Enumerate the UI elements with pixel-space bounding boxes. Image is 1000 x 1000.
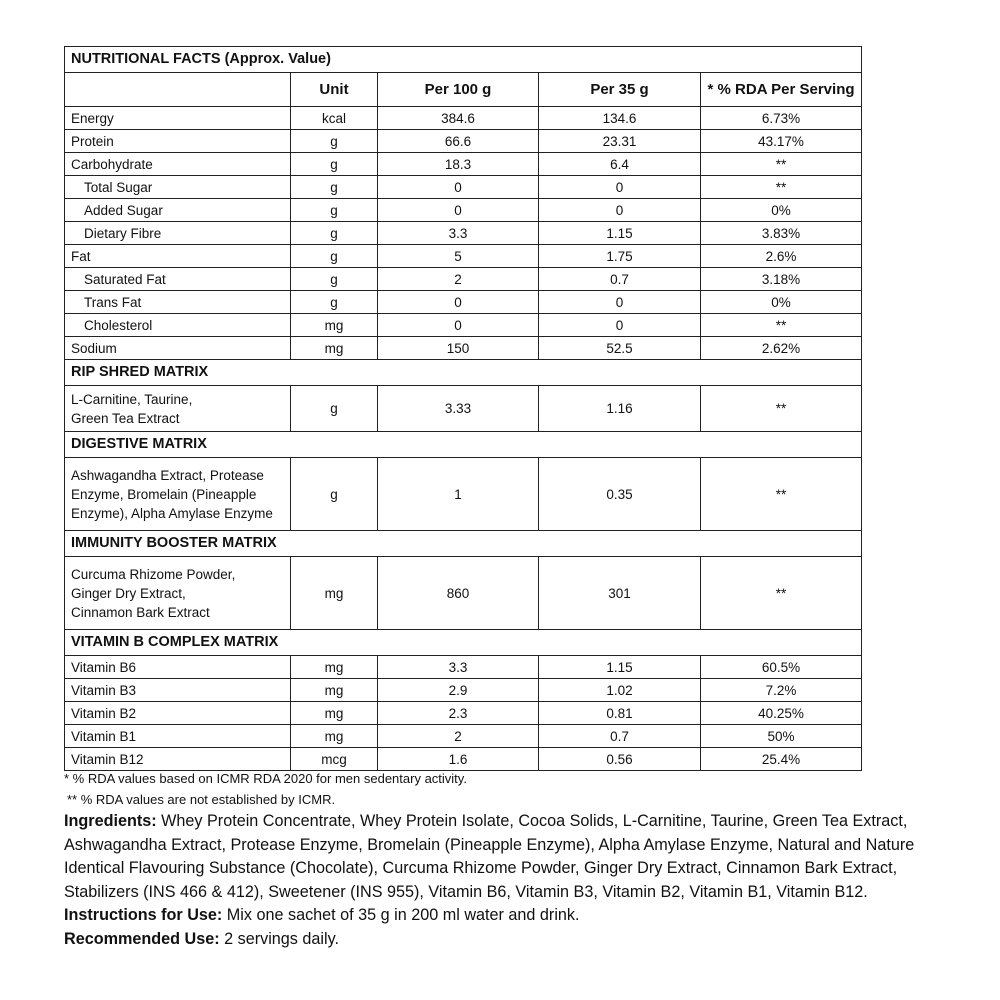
matrix-ingredients	[65, 386, 291, 432]
ingredients-text: Whey Protein Concentrate, Whey Protein Isolate, Cocoa Solids, L-Carnitine, Taurine, Green Tea Extract, Ashwagandha Extract, Protease Enzyme, Bromelain (Pineapple Enzyme), Alpha Amylase Enzyme, Natural and Nature Identical Flavouring Substance (Chocolate), Curcuma Rhizome Powder, Ginger Dry Extract, Cinnamon Bark Extract, Stabilizers (INS 466 & 412), Sweetener (INS 955), Vitamin B6, Vitamin B3, Vitamin B2, Vitamin B1, Vitamin B12.	[64, 812, 915, 901]
nutrient-per100: 2	[378, 268, 539, 291]
nutrient-per35: 0	[539, 291, 701, 314]
table-row	[65, 153, 862, 176]
instructions-text: Mix one sachet of 35 g in 200 ml water and drink.	[222, 906, 580, 924]
matrix-rda: **	[701, 458, 862, 531]
nutrient-per35: 1.15	[539, 222, 701, 245]
vitamin-name: Vitamin B12	[65, 748, 291, 771]
vitamin-rda: 40.25%	[701, 702, 862, 725]
matrix-line: Enzyme, Bromelain (Pineapple	[71, 486, 257, 502]
section-title-digestive: DIGESTIVE MATRIX	[65, 432, 862, 458]
vitamin-unit: mcg	[291, 748, 378, 771]
vitamin-rda: 60.5%	[701, 656, 862, 679]
instructions-paragraph	[64, 904, 964, 928]
nutrient-name: Protein	[65, 130, 291, 153]
nutrient-per35: 0	[539, 176, 701, 199]
matrix-line: Enzyme), Alpha Amylase Enzyme	[71, 505, 273, 521]
nutrient-per100: 0	[378, 176, 539, 199]
matrix-per100: 860	[378, 557, 539, 630]
section-row	[65, 432, 862, 458]
matrix-unit: g	[291, 458, 378, 531]
table-row	[65, 725, 862, 748]
table-row	[65, 702, 862, 725]
table-row	[65, 337, 862, 360]
header-blank	[65, 73, 291, 107]
vitamin-rda: 50%	[701, 725, 862, 748]
nutrient-unit: g	[291, 268, 378, 291]
vitamin-per100: 2.9	[378, 679, 539, 702]
header-per-100g: Per 100 g	[378, 73, 539, 107]
matrix-unit: g	[291, 386, 378, 432]
vitamin-per35: 0.81	[539, 702, 701, 725]
recommended-paragraph	[64, 928, 964, 952]
nutrient-unit: g	[291, 176, 378, 199]
nutrient-name: Carbohydrate	[65, 153, 291, 176]
table-row	[65, 458, 862, 531]
nutrient-name: Cholesterol	[65, 314, 291, 337]
nutrient-rda: **	[701, 176, 862, 199]
table-row	[65, 656, 862, 679]
section-title-immunity: IMMUNITY BOOSTER MATRIX	[65, 531, 862, 557]
matrix-rda: **	[701, 557, 862, 630]
nutrient-unit: g	[291, 291, 378, 314]
recommended-text: 2 servings daily.	[219, 929, 339, 948]
matrix-line: Green Tea Extract	[71, 410, 180, 426]
nutrient-per100: 66.6	[378, 130, 539, 153]
table-title: NUTRITIONAL FACTS (Approx. Value)	[65, 47, 862, 73]
nutrient-unit: mg	[291, 337, 378, 360]
section-title-vitamin-b: VITAMIN B COMPLEX MATRIX	[65, 630, 862, 656]
table-row	[65, 222, 862, 245]
vitamin-name: Vitamin B6	[65, 656, 291, 679]
ingredients-label: Ingredients:	[64, 812, 157, 830]
nutrient-per35: 134.6	[539, 107, 701, 130]
table-row	[65, 176, 862, 199]
nutrient-per35: 6.4	[539, 153, 701, 176]
nutrient-unit: mg	[291, 314, 378, 337]
footnotes	[64, 768, 467, 810]
nutrient-per35: 0	[539, 199, 701, 222]
nutrient-per35: 52.5	[539, 337, 701, 360]
vitamin-unit: mg	[291, 656, 378, 679]
table-row	[65, 130, 862, 153]
nutrient-per100: 0	[378, 314, 539, 337]
matrix-line: Ashwagandha Extract, Protease	[71, 467, 264, 483]
vitamin-name: Vitamin B2	[65, 702, 291, 725]
nutrient-per100: 0	[378, 291, 539, 314]
table-title-row	[65, 47, 862, 73]
vitamin-per35: 0.7	[539, 725, 701, 748]
header-rda: * % RDA Per Serving	[701, 73, 862, 107]
nutrient-rda: **	[701, 314, 862, 337]
table-row	[65, 386, 862, 432]
nutrient-per35: 0	[539, 314, 701, 337]
matrix-line: Cinnamon Bark Extract	[71, 604, 210, 620]
ingredients-paragraph	[64, 810, 964, 904]
nutrient-rda: 0%	[701, 199, 862, 222]
nutrient-per100: 18.3	[378, 153, 539, 176]
vitamin-name: Vitamin B3	[65, 679, 291, 702]
table-row	[65, 107, 862, 130]
nutrient-per35: 23.31	[539, 130, 701, 153]
table-row	[65, 291, 862, 314]
vitamin-per100: 1.6	[378, 748, 539, 771]
nutrient-unit: g	[291, 153, 378, 176]
matrix-per100: 1	[378, 458, 539, 531]
nutrient-rda: 2.6%	[701, 245, 862, 268]
matrix-per35: 0.35	[539, 458, 701, 531]
nutrient-rda: **	[701, 153, 862, 176]
table-row	[65, 199, 862, 222]
product-info	[64, 810, 964, 951]
nutrition-table	[64, 46, 862, 771]
vitamin-per100: 2.3	[378, 702, 539, 725]
vitamin-per100: 3.3	[378, 656, 539, 679]
footnote-rda-not-established: ** % RDA values are not established by ICMR.	[67, 792, 336, 807]
nutrient-rda: 3.18%	[701, 268, 862, 291]
nutrient-per100: 384.6	[378, 107, 539, 130]
section-row	[65, 531, 862, 557]
instructions-label: Instructions for Use:	[64, 906, 223, 924]
recommended-label: Recommended Use:	[64, 929, 220, 948]
nutrient-unit: g	[291, 199, 378, 222]
vitamin-rda: 7.2%	[701, 679, 862, 702]
matrix-ingredients	[65, 458, 291, 531]
nutrient-per100: 3.3	[378, 222, 539, 245]
nutrient-unit: kcal	[291, 107, 378, 130]
nutrient-name: Added Sugar	[65, 199, 291, 222]
matrix-per35: 301	[539, 557, 701, 630]
table-row	[65, 314, 862, 337]
matrix-line: L-Carnitine, Taurine,	[71, 391, 193, 407]
table-row	[65, 557, 862, 630]
nutrient-name: Trans Fat	[65, 291, 291, 314]
nutrient-name: Energy	[65, 107, 291, 130]
nutrient-per35: 1.75	[539, 245, 701, 268]
nutrient-unit: g	[291, 245, 378, 268]
nutrient-rda: 6.73%	[701, 107, 862, 130]
nutrient-rda: 3.83%	[701, 222, 862, 245]
vitamin-unit: mg	[291, 725, 378, 748]
matrix-ingredients	[65, 557, 291, 630]
nutrient-unit: g	[291, 222, 378, 245]
nutrient-name: Sodium	[65, 337, 291, 360]
nutrient-rda: 2.62%	[701, 337, 862, 360]
section-row	[65, 360, 862, 386]
vitamin-rda: 25.4%	[701, 748, 862, 771]
section-row	[65, 630, 862, 656]
nutrient-name: Fat	[65, 245, 291, 268]
header-per-35g: Per 35 g	[539, 73, 701, 107]
vitamin-per35: 1.15	[539, 656, 701, 679]
section-title-rip-shred: RIP SHRED MATRIX	[65, 360, 862, 386]
vitamin-per100: 2	[378, 725, 539, 748]
nutrient-unit: g	[291, 130, 378, 153]
table-row	[65, 268, 862, 291]
vitamin-unit: mg	[291, 679, 378, 702]
header-row	[65, 73, 862, 107]
matrix-line: Curcuma Rhizome Powder,	[71, 566, 236, 582]
matrix-rda: **	[701, 386, 862, 432]
nutrient-per100: 5	[378, 245, 539, 268]
nutrient-name: Saturated Fat	[65, 268, 291, 291]
matrix-unit: mg	[291, 557, 378, 630]
nutrient-per100: 0	[378, 199, 539, 222]
matrix-per35: 1.16	[539, 386, 701, 432]
header-unit: Unit	[291, 73, 378, 107]
vitamin-per35: 0.56	[539, 748, 701, 771]
nutrient-per35: 0.7	[539, 268, 701, 291]
vitamin-name: Vitamin B1	[65, 725, 291, 748]
nutrient-name: Total Sugar	[65, 176, 291, 199]
matrix-line: Ginger Dry Extract,	[71, 585, 186, 601]
nutrient-name: Dietary Fibre	[65, 222, 291, 245]
footnote-rda-basis: * % RDA values based on ICMR RDA 2020 for men sedentary activity.	[64, 771, 467, 786]
nutrient-rda: 0%	[701, 291, 862, 314]
vitamin-unit: mg	[291, 702, 378, 725]
table-row	[65, 245, 862, 268]
vitamin-per35: 1.02	[539, 679, 701, 702]
table-row	[65, 679, 862, 702]
nutrient-rda: 43.17%	[701, 130, 862, 153]
matrix-per100: 3.33	[378, 386, 539, 432]
nutrient-per100: 150	[378, 337, 539, 360]
